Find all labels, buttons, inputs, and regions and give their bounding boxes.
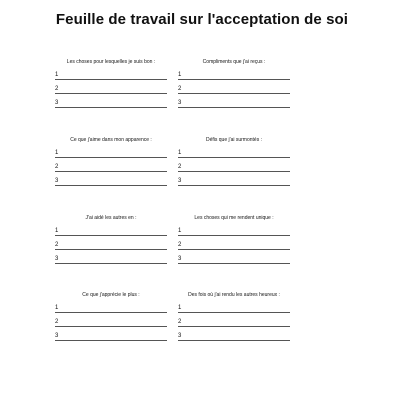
- line-number: 3: [178, 178, 182, 184]
- line-number: 3: [55, 333, 59, 339]
- section-appearance: [55, 136, 167, 186]
- section-good-at: [55, 58, 167, 108]
- section-heading: Défis que j'ai surmontés :: [206, 137, 262, 143]
- section-heading: Des fois où j'ai rendu les autres heureux :: [188, 292, 280, 298]
- line-number: 3: [178, 100, 182, 106]
- line-number: 1: [55, 72, 59, 78]
- answer-line[interactable]: [55, 327, 167, 341]
- line-number: 3: [55, 100, 59, 106]
- answer-line[interactable]: [178, 172, 290, 186]
- answer-line[interactable]: [178, 66, 290, 80]
- line-number: 1: [55, 228, 59, 234]
- line-number: 2: [55, 319, 59, 325]
- line-number: 2: [178, 319, 182, 325]
- answer-line[interactable]: [55, 222, 167, 236]
- section-heading: Les choses qui me rendent unique :: [194, 215, 274, 221]
- section-challenges: [178, 136, 290, 186]
- answer-line[interactable]: [178, 222, 290, 236]
- line-number: 2: [55, 86, 59, 92]
- line-number: 1: [178, 305, 182, 311]
- answer-line[interactable]: [178, 144, 290, 158]
- section-made-others-happy: [178, 291, 290, 341]
- line-number: 1: [55, 150, 59, 156]
- line-number: 1: [55, 305, 59, 311]
- line-number: 3: [55, 256, 59, 262]
- answer-line[interactable]: [178, 80, 290, 94]
- line-number: 2: [178, 86, 182, 92]
- section-heading: Compliments que j'ai reçus :: [202, 59, 266, 65]
- answer-line[interactable]: [55, 144, 167, 158]
- answer-line[interactable]: [178, 250, 290, 264]
- worksheet-title: Feuille de travail sur l'acceptation de soi: [55, 11, 349, 28]
- section-heading: Les choses pour lesquelles je suis bon :: [66, 59, 156, 65]
- line-number: 2: [178, 164, 182, 170]
- answer-line[interactable]: [55, 94, 167, 108]
- answer-line[interactable]: [178, 327, 290, 341]
- section-helped-others: [55, 214, 167, 264]
- answer-line[interactable]: [55, 66, 167, 80]
- section-compliments: [178, 58, 290, 108]
- answer-line[interactable]: [178, 236, 290, 250]
- section-heading: Ce que j'aime dans mon apparence :: [70, 137, 152, 143]
- answer-line[interactable]: [55, 80, 167, 94]
- line-number: 2: [55, 242, 59, 248]
- answer-line[interactable]: [55, 236, 167, 250]
- answer-line[interactable]: [178, 299, 290, 313]
- line-number: 3: [178, 333, 182, 339]
- answer-line[interactable]: [178, 313, 290, 327]
- answer-line[interactable]: [55, 250, 167, 264]
- line-number: 3: [55, 178, 59, 184]
- answer-line[interactable]: [55, 299, 167, 313]
- section-unique: [178, 214, 290, 264]
- line-number: 3: [178, 256, 182, 262]
- line-number: 1: [178, 228, 182, 234]
- line-number: 1: [178, 150, 182, 156]
- section-appreciate: [55, 291, 167, 341]
- answer-line[interactable]: [55, 313, 167, 327]
- section-heading: J'ai aidé les autres en :: [85, 215, 137, 221]
- section-heading: Ce que j'apprécie le plus :: [82, 292, 140, 298]
- line-number: 2: [55, 164, 59, 170]
- answer-line[interactable]: [178, 158, 290, 172]
- answer-line[interactable]: [55, 172, 167, 186]
- answer-line[interactable]: [178, 94, 290, 108]
- line-number: 2: [178, 242, 182, 248]
- line-number: 1: [178, 72, 182, 78]
- answer-line[interactable]: [55, 158, 167, 172]
